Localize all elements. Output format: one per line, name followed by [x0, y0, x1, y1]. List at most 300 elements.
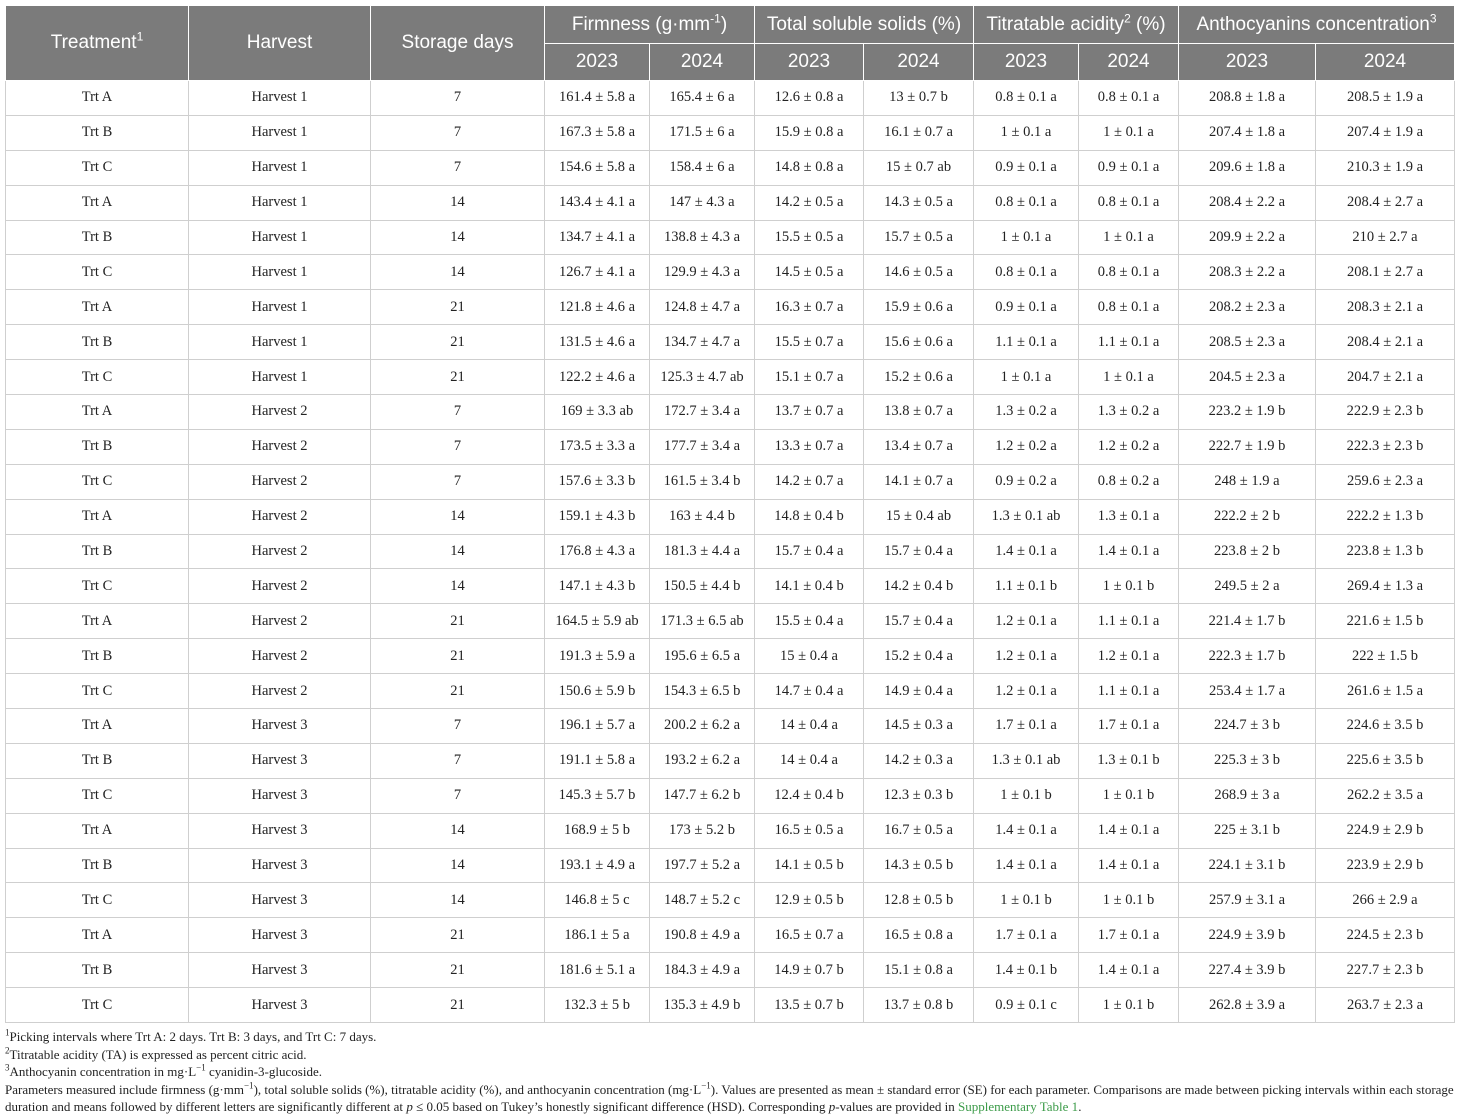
cell-firmness-2023: 132.3 ± 5 b — [545, 988, 650, 1023]
header-firmness: Firmness $(g\cdot mm^{-1})$ — [545, 6, 755, 44]
table-row — [6, 813, 1455, 848]
cell-anthocyanins-2023: 224.1 ± 3.1 b — [1179, 848, 1316, 883]
cell-treatment: Trt A — [6, 813, 189, 848]
cell-anthocyanins-2023: 262.8 ± 3.9 a — [1179, 988, 1316, 1023]
cell-harvest: Harvest 1 — [189, 220, 371, 255]
cell-storage-days: 21 — [371, 360, 545, 395]
table-row — [6, 674, 1455, 709]
cell-firmness-2024: 200.2 ± 6.2 a — [650, 709, 755, 744]
cell-firmness-2023: 193.1 ± 4.9 a — [545, 848, 650, 883]
cell-anthocyanins-2024: 210 ± 2.7 a — [1316, 220, 1455, 255]
cell-storage-days: 14 — [371, 255, 545, 290]
table-row — [6, 499, 1455, 534]
cell-ta-2024: 1.4 ± 0.1 a — [1079, 813, 1179, 848]
cell-firmness-2024: 171.3 ± 6.5 ab — [650, 604, 755, 639]
cell-tss-2023: 15 ± 0.4 a — [755, 639, 864, 674]
cell-harvest: Harvest 1 — [189, 185, 371, 220]
cell-ta-2023: 1.4 ± 0.1 a — [974, 813, 1079, 848]
header-storage-days: Storage days — [371, 6, 545, 81]
cell-tss-2024: 15.7 ± 0.5 a — [864, 220, 974, 255]
cell-tss-2024: 14.3 ± 0.5 b — [864, 848, 974, 883]
cell-anthocyanins-2024: 222 ± 1.5 b — [1316, 639, 1455, 674]
cell-storage-days: 7 — [371, 115, 545, 150]
cell-treatment: Trt B — [6, 953, 189, 988]
table-row — [6, 639, 1455, 674]
cell-harvest: Harvest 2 — [189, 395, 371, 430]
cell-anthocyanins-2023: 209.6 ± 1.8 a — [1179, 150, 1316, 185]
cell-ta-2024: 1.7 ± 0.1 a — [1079, 709, 1179, 744]
cell-firmness-2023: 161.4 ± 5.8 a — [545, 81, 650, 116]
cell-ta-2023: 1.4 ± 0.1 a — [974, 534, 1079, 569]
cell-anthocyanins-2024: 204.7 ± 2.1 a — [1316, 360, 1455, 395]
cell-tss-2024: 15.2 ± 0.4 a — [864, 639, 974, 674]
cell-harvest: Harvest 1 — [189, 81, 371, 116]
cell-storage-days: 7 — [371, 395, 545, 430]
footnote-2: $^2$Titratable acidity (TA) is expressed as percent citric acid. — [5, 1045, 307, 1062]
cell-tss-2024: 14.2 ± 0.4 b — [864, 569, 974, 604]
header-year: 2023 — [755, 44, 864, 81]
cell-anthocyanins-2024: 224.5 ± 2.3 b — [1316, 918, 1455, 953]
cell-tss-2024: 14.9 ± 0.4 a — [864, 674, 974, 709]
cell-tss-2024: 15.2 ± 0.6 a — [864, 360, 974, 395]
cell-ta-2023: 0.9 ± 0.1 a — [974, 290, 1079, 325]
table-row — [6, 569, 1455, 604]
cell-tss-2023: 15.1 ± 0.7 a — [755, 360, 864, 395]
cell-ta-2023: 1.4 ± 0.1 a — [974, 848, 1079, 883]
cell-ta-2024: 1 ± 0.1 a — [1079, 115, 1179, 150]
cell-ta-2024: 1 ± 0.1 a — [1079, 360, 1179, 395]
cell-ta-2023: 0.8 ± 0.1 a — [974, 185, 1079, 220]
cell-firmness-2023: 143.4 ± 4.1 a — [545, 185, 650, 220]
footnote-parameters: Parameters measured include firmness $(g\cdot mm^{-1})$, total soluble solids (%), titratable acidity (%), and anthocyanin concentration $(mg\cdot L^{-1})$. Values are presented as mean ± standard error (SE) for each parameter. Comparisons are made between picking intervals within each storage duration and means followed by different letters are significantly different at p ≤ 0.05 based on Tukey’s honestly significant difference (HSD). Corresponding p-values are provided in Supplementary Table 1. — [5, 1080, 1454, 1115]
cell-ta-2023: 0.9 ± 0.2 a — [974, 464, 1079, 499]
cell-storage-days: 21 — [371, 674, 545, 709]
cell-anthocyanins-2023: 222.2 ± 2 b — [1179, 499, 1316, 534]
cell-tss-2024: 16.1 ± 0.7 a — [864, 115, 974, 150]
cell-treatment: Trt B — [6, 534, 189, 569]
cell-ta-2023: 1.7 ± 0.1 a — [974, 918, 1079, 953]
cell-tss-2024: 14.5 ± 0.3 a — [864, 709, 974, 744]
cell-harvest: Harvest 3 — [189, 988, 371, 1023]
cell-firmness-2023: 176.8 ± 4.3 a — [545, 534, 650, 569]
cell-ta-2024: 1.1 ± 0.1 a — [1079, 604, 1179, 639]
cell-harvest: Harvest 1 — [189, 325, 371, 360]
cell-tss-2024: 13.8 ± 0.7 a — [864, 395, 974, 430]
cell-tss-2024: 15.6 ± 0.6 a — [864, 325, 974, 360]
cell-ta-2024: 1.1 ± 0.1 a — [1079, 674, 1179, 709]
cell-treatment: Trt C — [6, 150, 189, 185]
cell-tss-2023: 13.5 ± 0.7 b — [755, 988, 864, 1023]
cell-treatment: Trt B — [6, 220, 189, 255]
cell-firmness-2024: 172.7 ± 3.4 a — [650, 395, 755, 430]
cell-anthocyanins-2023: 268.9 ± 3 a — [1179, 778, 1316, 813]
cell-treatment: Trt A — [6, 499, 189, 534]
cell-anthocyanins-2024: 208.1 ± 2.7 a — [1316, 255, 1455, 290]
cell-tss-2023: 14.5 ± 0.5 a — [755, 255, 864, 290]
cell-ta-2024: 0.9 ± 0.1 a — [1079, 150, 1179, 185]
cell-treatment: Trt C — [6, 464, 189, 499]
cell-harvest: Harvest 2 — [189, 674, 371, 709]
cell-storage-days: 21 — [371, 988, 545, 1023]
cell-ta-2024: 1.4 ± 0.1 a — [1079, 534, 1179, 569]
cell-treatment: Trt A — [6, 709, 189, 744]
cell-ta-2024: 1.3 ± 0.1 a — [1079, 499, 1179, 534]
cell-ta-2024: 1.1 ± 0.1 a — [1079, 325, 1179, 360]
cell-firmness-2024: 171.5 ± 6 a — [650, 115, 755, 150]
cell-storage-days: 7 — [371, 81, 545, 116]
cell-anthocyanins-2024: 221.6 ± 1.5 b — [1316, 604, 1455, 639]
cell-storage-days: 14 — [371, 569, 545, 604]
cell-anthocyanins-2023: 253.4 ± 1.7 a — [1179, 674, 1316, 709]
cell-firmness-2023: 146.8 ± 5 c — [545, 883, 650, 918]
cell-ta-2024: 1.2 ± 0.2 a — [1079, 429, 1179, 464]
cell-ta-2023: 1 ± 0.1 b — [974, 883, 1079, 918]
cell-treatment: Trt C — [6, 778, 189, 813]
cell-anthocyanins-2023: 221.4 ± 1.7 b — [1179, 604, 1316, 639]
cell-tss-2024: 15 ± 0.7 ab — [864, 150, 974, 185]
cell-anthocyanins-2023: 208.2 ± 2.3 a — [1179, 290, 1316, 325]
cell-tss-2024: 13.7 ± 0.8 b — [864, 988, 974, 1023]
cell-anthocyanins-2023: 207.4 ± 1.8 a — [1179, 115, 1316, 150]
cell-anthocyanins-2024: 208.5 ± 1.9 a — [1316, 81, 1455, 116]
cell-firmness-2024: 148.7 ± 5.2 c — [650, 883, 755, 918]
cell-firmness-2024: 184.3 ± 4.9 a — [650, 953, 755, 988]
cell-anthocyanins-2023: 223.8 ± 2 b — [1179, 534, 1316, 569]
cell-tss-2024: 12.8 ± 0.5 b — [864, 883, 974, 918]
cell-storage-days: 21 — [371, 325, 545, 360]
cell-ta-2023: 1.3 ± 0.1 ab — [974, 743, 1079, 778]
cell-anthocyanins-2023: 208.8 ± 1.8 a — [1179, 81, 1316, 116]
table-row — [6, 743, 1455, 778]
cell-tss-2023: 14.8 ± 0.8 a — [755, 150, 864, 185]
cell-firmness-2024: 147.7 ± 6.2 b — [650, 778, 755, 813]
cell-firmness-2024: 190.8 ± 4.9 a — [650, 918, 755, 953]
cell-anthocyanins-2023: 248 ± 1.9 a — [1179, 464, 1316, 499]
header-harvest: Harvest — [189, 6, 371, 81]
cell-firmness-2024: 147 ± 4.3 a — [650, 185, 755, 220]
header-treatment: Treatment$^1$ — [6, 6, 189, 81]
table-row — [6, 534, 1455, 569]
header-anthocyanins: Anthocyanins concentration$^3$ — [1179, 6, 1455, 44]
cell-ta-2023: 1.7 ± 0.1 a — [974, 709, 1079, 744]
cell-tss-2024: 15.7 ± 0.4 a — [864, 534, 974, 569]
header-year: 2023 — [974, 44, 1079, 81]
table-row — [6, 81, 1455, 116]
cell-treatment: Trt B — [6, 743, 189, 778]
cell-ta-2023: 1.1 ± 0.1 a — [974, 325, 1079, 360]
cell-tss-2024: 15.7 ± 0.4 a — [864, 604, 974, 639]
cell-ta-2023: 1.2 ± 0.2 a — [974, 429, 1079, 464]
cell-tss-2023: 15.5 ± 0.4 a — [755, 604, 864, 639]
cell-firmness-2024: 129.9 ± 4.3 a — [650, 255, 755, 290]
cell-ta-2023: 0.9 ± 0.1 c — [974, 988, 1079, 1023]
table-footnotes — [5, 1028, 1454, 1116]
cell-harvest: Harvest 2 — [189, 639, 371, 674]
cell-tss-2023: 15.7 ± 0.4 a — [755, 534, 864, 569]
cell-tss-2023: 15.5 ± 0.7 a — [755, 325, 864, 360]
cell-firmness-2024: 138.8 ± 4.3 a — [650, 220, 755, 255]
cell-anthocyanins-2023: 208.4 ± 2.2 a — [1179, 185, 1316, 220]
cell-anthocyanins-2023: 204.5 ± 2.3 a — [1179, 360, 1316, 395]
cell-storage-days: 21 — [371, 604, 545, 639]
table-row — [6, 778, 1455, 813]
cell-harvest: Harvest 3 — [189, 778, 371, 813]
cell-tss-2023: 16.5 ± 0.7 a — [755, 918, 864, 953]
cell-ta-2023: 1.2 ± 0.1 a — [974, 604, 1079, 639]
cell-anthocyanins-2024: 263.7 ± 2.3 a — [1316, 988, 1455, 1023]
cell-harvest: Harvest 2 — [189, 604, 371, 639]
cell-tss-2023: 13.3 ± 0.7 a — [755, 429, 864, 464]
cell-anthocyanins-2024: 208.4 ± 2.7 a — [1316, 185, 1455, 220]
cell-tss-2023: 14.2 ± 0.7 a — [755, 464, 864, 499]
cell-tss-2023: 14.7 ± 0.4 a — [755, 674, 864, 709]
cell-firmness-2023: 186.1 ± 5 a — [545, 918, 650, 953]
cell-ta-2023: 1 ± 0.1 a — [974, 360, 1079, 395]
cell-firmness-2023: 169 ± 3.3 ab — [545, 395, 650, 430]
cell-ta-2023: 0.8 ± 0.1 a — [974, 255, 1079, 290]
cell-tss-2023: 14.1 ± 0.5 b — [755, 848, 864, 883]
header-year: 2024 — [864, 44, 974, 81]
cell-firmness-2024: 161.5 ± 3.4 b — [650, 464, 755, 499]
cell-anthocyanins-2023: 208.3 ± 2.2 a — [1179, 255, 1316, 290]
cell-firmness-2023: 145.3 ± 5.7 b — [545, 778, 650, 813]
cell-tss-2023: 12.9 ± 0.5 b — [755, 883, 864, 918]
cell-firmness-2024: 165.4 ± 6 a — [650, 81, 755, 116]
header-year: 2023 — [545, 44, 650, 81]
cell-firmness-2024: 124.8 ± 4.7 a — [650, 290, 755, 325]
table-row — [6, 360, 1455, 395]
cell-anthocyanins-2023: 222.7 ± 1.9 b — [1179, 429, 1316, 464]
cell-firmness-2023: 159.1 ± 4.3 b — [545, 499, 650, 534]
cell-tss-2023: 12.4 ± 0.4 b — [755, 778, 864, 813]
table-row — [6, 395, 1455, 430]
table-row — [6, 185, 1455, 220]
cell-harvest: Harvest 1 — [189, 115, 371, 150]
cell-anthocyanins-2024: 224.6 ± 3.5 b — [1316, 709, 1455, 744]
cell-ta-2023: 1.2 ± 0.1 a — [974, 674, 1079, 709]
cell-ta-2024: 1.7 ± 0.1 a — [1079, 918, 1179, 953]
cell-tss-2024: 13 ± 0.7 b — [864, 81, 974, 116]
cell-firmness-2023: 134.7 ± 4.1 a — [545, 220, 650, 255]
cell-ta-2023: 1.3 ± 0.2 a — [974, 395, 1079, 430]
cell-anthocyanins-2024: 208.4 ± 2.1 a — [1316, 325, 1455, 360]
table-row — [6, 255, 1455, 290]
cell-tss-2023: 14.2 ± 0.5 a — [755, 185, 864, 220]
table-row — [6, 150, 1455, 185]
cell-ta-2024: 1 ± 0.1 b — [1079, 883, 1179, 918]
cell-anthocyanins-2024: 222.2 ± 1.3 b — [1316, 499, 1455, 534]
cell-firmness-2023: 191.1 ± 5.8 a — [545, 743, 650, 778]
cell-storage-days: 7 — [371, 429, 545, 464]
cell-ta-2023: 1 ± 0.1 a — [974, 220, 1079, 255]
cell-storage-days: 14 — [371, 534, 545, 569]
cell-tss-2023: 14.9 ± 0.7 b — [755, 953, 864, 988]
cell-tss-2023: 16.5 ± 0.5 a — [755, 813, 864, 848]
cell-firmness-2024: 181.3 ± 4.4 a — [650, 534, 755, 569]
cell-anthocyanins-2024: 259.6 ± 2.3 a — [1316, 464, 1455, 499]
cell-anthocyanins-2024: 223.9 ± 2.9 b — [1316, 848, 1455, 883]
table-row — [6, 953, 1455, 988]
cell-tss-2024: 16.7 ± 0.5 a — [864, 813, 974, 848]
table-row — [6, 883, 1455, 918]
cell-tss-2023: 16.3 ± 0.7 a — [755, 290, 864, 325]
cell-firmness-2023: 173.5 ± 3.3 a — [545, 429, 650, 464]
cell-ta-2024: 1 ± 0.1 b — [1079, 778, 1179, 813]
cell-firmness-2023: 191.3 ± 5.9 a — [545, 639, 650, 674]
cell-anthocyanins-2024: 223.8 ± 1.3 b — [1316, 534, 1455, 569]
cell-firmness-2024: 150.5 ± 4.4 b — [650, 569, 755, 604]
cell-tss-2024: 14.6 ± 0.5 a — [864, 255, 974, 290]
cell-firmness-2023: 121.8 ± 4.6 a — [545, 290, 650, 325]
cell-anthocyanins-2023: 224.9 ± 3.9 b — [1179, 918, 1316, 953]
cell-firmness-2023: 196.1 ± 5.7 a — [545, 709, 650, 744]
cell-storage-days: 21 — [371, 953, 545, 988]
cell-anthocyanins-2023: 224.7 ± 3 b — [1179, 709, 1316, 744]
cell-firmness-2024: 173 ± 5.2 b — [650, 813, 755, 848]
cell-firmness-2024: 125.3 ± 4.7 ab — [650, 360, 755, 395]
table-row — [6, 848, 1455, 883]
cell-harvest: Harvest 1 — [189, 360, 371, 395]
cell-harvest: Harvest 1 — [189, 255, 371, 290]
cell-ta-2023: 0.8 ± 0.1 a — [974, 81, 1079, 116]
cell-firmness-2024: 197.7 ± 5.2 a — [650, 848, 755, 883]
cell-harvest: Harvest 3 — [189, 883, 371, 918]
cell-anthocyanins-2023: 227.4 ± 3.9 b — [1179, 953, 1316, 988]
cell-storage-days: 14 — [371, 848, 545, 883]
cell-treatment: Trt B — [6, 848, 189, 883]
cell-tss-2023: 14.1 ± 0.4 b — [755, 569, 864, 604]
cell-firmness-2023: 122.2 ± 4.6 a — [545, 360, 650, 395]
cell-ta-2024: 1 ± 0.1 a — [1079, 220, 1179, 255]
cell-tss-2024: 12.3 ± 0.3 b — [864, 778, 974, 813]
cell-harvest: Harvest 2 — [189, 499, 371, 534]
cell-firmness-2024: 158.4 ± 6 a — [650, 150, 755, 185]
cell-ta-2023: 1.3 ± 0.1 ab — [974, 499, 1079, 534]
table-row — [6, 429, 1455, 464]
cell-ta-2024: 0.8 ± 0.1 a — [1079, 185, 1179, 220]
cell-storage-days: 14 — [371, 883, 545, 918]
table-row — [6, 220, 1455, 255]
cell-treatment: Trt A — [6, 185, 189, 220]
cell-ta-2023: 0.9 ± 0.1 a — [974, 150, 1079, 185]
cell-tss-2024: 15.1 ± 0.8 a — [864, 953, 974, 988]
table-row — [6, 604, 1455, 639]
cell-harvest: Harvest 3 — [189, 918, 371, 953]
cell-firmness-2024: 135.3 ± 4.9 b — [650, 988, 755, 1023]
cell-harvest: Harvest 2 — [189, 464, 371, 499]
table-row — [6, 290, 1455, 325]
cell-storage-days: 7 — [371, 709, 545, 744]
cell-firmness-2024: 154.3 ± 6.5 b — [650, 674, 755, 709]
cell-anthocyanins-2023: 249.5 ± 2 a — [1179, 569, 1316, 604]
cell-firmness-2024: 177.7 ± 3.4 a — [650, 429, 755, 464]
cell-storage-days: 21 — [371, 290, 545, 325]
cell-anthocyanins-2024: 222.9 ± 2.3 b — [1316, 395, 1455, 430]
cell-firmness-2024: 163 ± 4.4 b — [650, 499, 755, 534]
cell-firmness-2023: 126.7 ± 4.1 a — [545, 255, 650, 290]
cell-firmness-2023: 131.5 ± 4.6 a — [545, 325, 650, 360]
cell-harvest: Harvest 3 — [189, 709, 371, 744]
cell-anthocyanins-2023: 209.9 ± 2.2 a — [1179, 220, 1316, 255]
results-table-container — [5, 5, 1454, 1116]
cell-anthocyanins-2024: 227.7 ± 2.3 b — [1316, 953, 1455, 988]
cell-treatment: Trt B — [6, 639, 189, 674]
cell-treatment: Trt C — [6, 255, 189, 290]
results-table — [5, 5, 1455, 1023]
header-year: 2024 — [650, 44, 755, 81]
cell-treatment: Trt C — [6, 988, 189, 1023]
cell-storage-days: 7 — [371, 150, 545, 185]
cell-treatment: Trt A — [6, 290, 189, 325]
cell-tss-2023: 14.8 ± 0.4 b — [755, 499, 864, 534]
cell-harvest: Harvest 3 — [189, 848, 371, 883]
cell-ta-2024: 0.8 ± 0.1 a — [1079, 290, 1179, 325]
cell-tss-2023: 14 ± 0.4 a — [755, 743, 864, 778]
cell-ta-2024: 1.2 ± 0.1 a — [1079, 639, 1179, 674]
cell-storage-days: 7 — [371, 464, 545, 499]
cell-anthocyanins-2023: 225 ± 3.1 b — [1179, 813, 1316, 848]
cell-storage-days: 21 — [371, 639, 545, 674]
cell-firmness-2023: 150.6 ± 5.9 b — [545, 674, 650, 709]
cell-ta-2024: 1.4 ± 0.1 a — [1079, 848, 1179, 883]
cell-tss-2024: 16.5 ± 0.8 a — [864, 918, 974, 953]
cell-storage-days: 14 — [371, 499, 545, 534]
cell-tss-2023: 15.9 ± 0.8 a — [755, 115, 864, 150]
table-row — [6, 918, 1455, 953]
cell-ta-2023: 1 ± 0.1 a — [974, 115, 1079, 150]
cell-harvest: Harvest 3 — [189, 743, 371, 778]
cell-treatment: Trt C — [6, 883, 189, 918]
cell-ta-2024: 1 ± 0.1 b — [1079, 569, 1179, 604]
table-row — [6, 464, 1455, 499]
header-year: 2024 — [1079, 44, 1179, 81]
cell-ta-2023: 1.1 ± 0.1 b — [974, 569, 1079, 604]
cell-firmness-2024: 134.7 ± 4.7 a — [650, 325, 755, 360]
cell-harvest: Harvest 1 — [189, 290, 371, 325]
cell-tss-2023: 14 ± 0.4 a — [755, 709, 864, 744]
cell-tss-2024: 14.2 ± 0.3 a — [864, 743, 974, 778]
cell-firmness-2023: 154.6 ± 5.8 a — [545, 150, 650, 185]
table-row — [6, 709, 1455, 744]
cell-anthocyanins-2024: 266 ± 2.9 a — [1316, 883, 1455, 918]
header-year: 2024 — [1316, 44, 1455, 81]
supplementary-table-link[interactable]: Supplementary Table 1 — [958, 1099, 1079, 1115]
cell-firmness-2023: 181.6 ± 5.1 a — [545, 953, 650, 988]
cell-storage-days: 7 — [371, 778, 545, 813]
cell-storage-days: 14 — [371, 813, 545, 848]
cell-anthocyanins-2024: 269.4 ± 1.3 a — [1316, 569, 1455, 604]
cell-harvest: Harvest 2 — [189, 534, 371, 569]
cell-firmness-2024: 195.6 ± 6.5 a — [650, 639, 755, 674]
header-year: 2023 — [1179, 44, 1316, 81]
cell-anthocyanins-2023: 208.5 ± 2.3 a — [1179, 325, 1316, 360]
cell-anthocyanins-2024: 207.4 ± 1.9 a — [1316, 115, 1455, 150]
cell-treatment: Trt C — [6, 360, 189, 395]
table-row — [6, 115, 1455, 150]
cell-storage-days: 14 — [371, 185, 545, 220]
cell-tss-2023: 12.6 ± 0.8 a — [755, 81, 864, 116]
cell-anthocyanins-2024: 225.6 ± 3.5 b — [1316, 743, 1455, 778]
cell-anthocyanins-2023: 222.3 ± 1.7 b — [1179, 639, 1316, 674]
cell-anthocyanins-2024: 262.2 ± 3.5 a — [1316, 778, 1455, 813]
cell-treatment: Trt A — [6, 395, 189, 430]
cell-anthocyanins-2024: 224.9 ± 2.9 b — [1316, 813, 1455, 848]
cell-firmness-2023: 167.3 ± 5.8 a — [545, 115, 650, 150]
cell-anthocyanins-2024: 222.3 ± 2.3 b — [1316, 429, 1455, 464]
cell-storage-days: 14 — [371, 220, 545, 255]
cell-tss-2024: 15 ± 0.4 ab — [864, 499, 974, 534]
cell-storage-days: 21 — [371, 918, 545, 953]
